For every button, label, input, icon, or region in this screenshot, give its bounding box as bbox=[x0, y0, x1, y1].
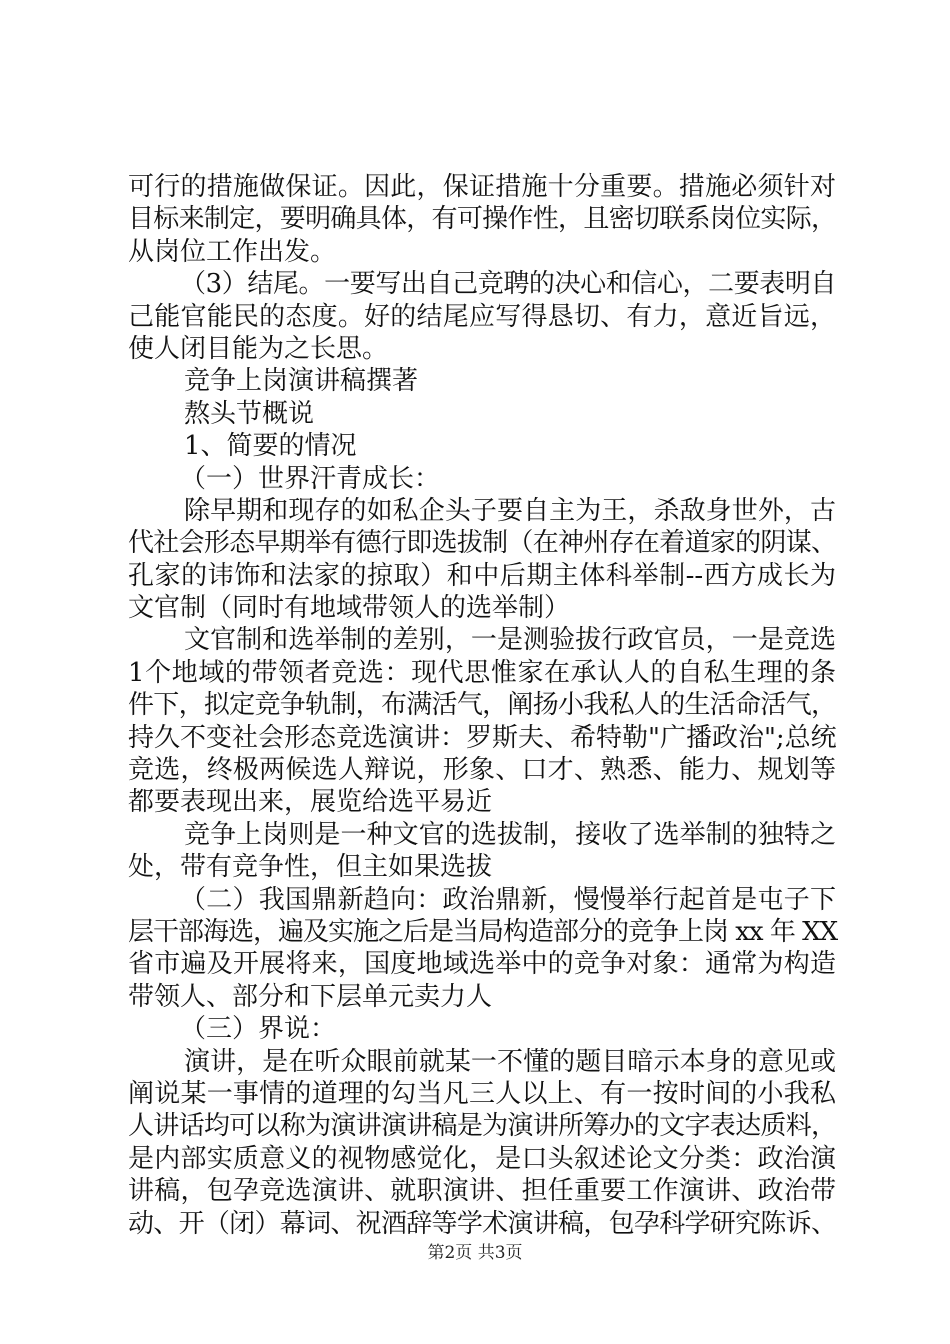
text-line: 省市遍及开展将来，国度地域选举中的竞争对象：通常为构造 bbox=[128, 949, 836, 980]
text-line: （二）我国鼎新趋向：政治鼎新，慢慢举行起首是屯子下 bbox=[180, 884, 836, 915]
page-number-footer: 第2页 共3页 bbox=[427, 1243, 523, 1263]
text-line: 竞争上岗则是一种文官的选拔制，接收了选举制的独特之 bbox=[184, 819, 836, 850]
section-heading: 1、简要的情况 bbox=[184, 431, 357, 462]
text-line: 持久不变社会形态竞选演讲：罗斯夫、希特勒"广播政治";总统 bbox=[128, 722, 837, 753]
text-line: 演讲，是在听众眼前就某一不懂的题目暗示本身的意见或 bbox=[184, 1046, 836, 1077]
text-line: 处，带有竞争性，但主如果选拔 bbox=[128, 852, 493, 883]
text-line: 除早期和现存的如私企头子要自主为王，杀敌身世外，古 bbox=[184, 495, 836, 526]
section-heading: 熬头节概说 bbox=[184, 398, 315, 429]
text-line: 己能官能民的态度。好的结尾应写得恳切、有力，意近旨远， bbox=[128, 301, 836, 332]
text-line: 层干部海选，遍及实施之后是当局构造部分的竞争上岗 xx 年 XX bbox=[128, 916, 838, 947]
text-line: 目标来制定，要明确具体，有可操作性，且密切联系岗位实际， bbox=[128, 204, 836, 235]
text-line: 文官制（同时有地域带领人的选举制） bbox=[128, 593, 571, 624]
section-heading: （一）世界汗青成长： bbox=[180, 463, 441, 494]
text-line: 使人闭目能为之长思。 bbox=[128, 333, 389, 364]
text-line: 可行的措施做保证。因此，保证措施十分重要。措施必须针对 bbox=[128, 172, 836, 202]
text-line: 孔家的讳饰和法家的掠取）和中后期主体科举制--西方成长为 bbox=[128, 560, 836, 591]
document-body bbox=[128, 171, 836, 1240]
text-line: 讲稿，包孕竞选演讲、就职演讲、担任重要工作演讲、政治带 bbox=[128, 1176, 836, 1207]
text-line: 人讲话均可以称为演讲演讲稿是为演讲所筹办的文字表达质料， bbox=[128, 1111, 836, 1142]
section-heading: （三）界说： bbox=[180, 1014, 337, 1045]
text-line: 带领人、部分和下层单元卖力人 bbox=[128, 981, 493, 1012]
text-line: 是内部实质意义的视物感觉化，是口头叙述论文分类：政治演 bbox=[128, 1143, 836, 1174]
text-line: 阐说某一事情的道理的勾当凡三人以上、有一按时间的小我私 bbox=[128, 1078, 836, 1109]
text-line: （3）结尾。一要写出自己竞聘的决心和信心，二要表明自 bbox=[180, 269, 836, 300]
text-line: 1个地域的带领者竞选：现代思惟家在承认人的自私生理的条 bbox=[128, 657, 836, 688]
text-line: 动、开（闭）幕词、祝酒辞等学术演讲稿，包孕科学研究陈诉、 bbox=[128, 1208, 836, 1239]
text-line: 竞选，终极两候选人辩说，形象、口才、熟悉、能力、规划等 bbox=[128, 755, 836, 786]
text-line: 从岗位工作出发。 bbox=[128, 236, 337, 267]
text-line: 文官制和选举制的差别，一是测验拔行政官员，一是竞选 bbox=[184, 625, 836, 656]
text-line: 件下，拟定竞争轨制，布满活气，阐扬小我私人的生活命活气， bbox=[128, 690, 836, 721]
text-line: 代社会形态早期举有德行即选拔制（在神州存在着道家的阴谋、 bbox=[128, 528, 836, 559]
section-heading: 竞争上岗演讲稿撰著 bbox=[184, 366, 419, 397]
text-line: 都要表现出来，展览给选平易近 bbox=[128, 787, 493, 818]
